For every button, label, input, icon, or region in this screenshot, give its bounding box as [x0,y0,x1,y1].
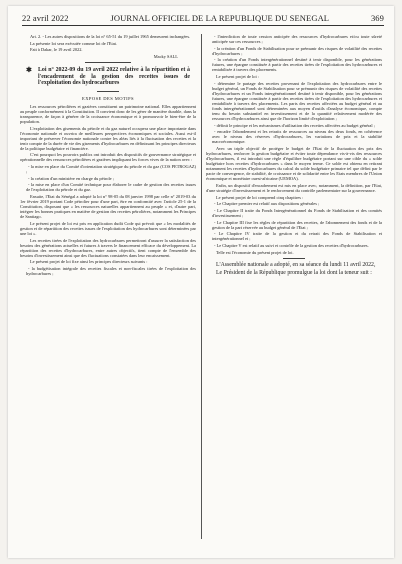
paragraph: Les recettes tirées de l'exploitation des hydrocarbures permettront d'assurer la satisfaction des besoins des générations actuelles et futures à travers le financement efficace du développement. La répartition des recettes d'hydrocarbures, entre autres objectifs, tient compte de l'ensemble des besoins d'investissement ainsi que des fluctuations constatées dans leur encaissement. [20,237,196,258]
list-item: - détermine le partage des recettes provenant de l'exploitation des hydrocarbures entre le budget général, un Fonds de Stabilisation pour se prémunir des risques de volatilité des recettes d'hydrocarbures et un Fonds intergénérationnel destiné à tenir disponible, pour les générations futures, une épargne constituée à partir des recettes tirées de l'exploitation des hydrocarbures et rentabilisée à travers des placements. Les parts des recettes affectées au budget général et au fonds intergénérationnel sont déterminées aux moyen d'outils d'analyse économique, compte tenu du besoin substantiel en investissement et de la quantité relativement modérée des ressources d'hydrocarbures ainsi que de l'horizon limité d'exploitation ; [212,80,382,122]
header-rule [22,25,384,26]
paragraph: Le présent projet de loi : [216,74,260,80]
list-item: - la création d'un Fonds de Stabilisation pour se prémunir des risques de volatilité des recettes d'hydrocarbures ; [212,45,382,56]
list-item: - la création d'un Fonds intergénérationnel destiné à tenir disponible, pour les générations futures, une épargne constituée à partir des recettes tirées de l'exploitation des hydrocarbures et rentabilisée à travers des placements. [212,57,382,73]
assembly-statement: L'Assemblée nationale a adopté, en sa séance du lundi 11 avril 2022, [216,261,376,268]
list-item: - la mise en place du Comité d'orientation stratégique du pétrole et du gaz (COS PETROGAZ) ; [26,164,197,175]
paragraph: Le présent projet de loi est pris en application dudit Code qui prévoit que « les modalités de gestion et de répartition des recettes issues de l'exploitation des hydrocarbures sont déterminées par une loi ». [20,220,196,237]
list-item: - Le Chapitre V est relatif au suivi et contrôle de la gestion des recettes d'hydrocarbures. [214,243,369,249]
signature: Macky SALL [153,53,178,59]
signing-place-date: Fait à Dakar, le 19 avril 2022. [30,47,83,53]
column-divider [201,34,202,539]
paragraph: Enfin, un dispositif d'encadrement est mis en place avec, notamment, la définition, par l'Etat, d'une stratégie d'investissement et le renforcement du contrôle parlementaire sur la gouvernance. [206,183,382,194]
page-header [22,12,384,24]
execution-clause: La présente loi sera exécutée comme loi de l'Etat. [30,40,117,46]
promulgation-statement: Le Président de la République promulgue la loi dont la teneur suit : [216,270,372,277]
list-item: - la mise en place d'un Comité technique pour élaborer le cadre de gestion des recettes issues de l'exploitation du pétrole et du gaz. [26,182,197,193]
paragraph: Le présent projet de loi fixe ainsi les principes directeurs suivants : [30,259,148,265]
header-date: 22 avril 2022 [22,13,69,23]
list-item: - Le Chapitre II traite du Fonds Intergénérationnel du Fonds de Stabilisation et des comités d'investissement ; [212,207,382,219]
list-item: - définit le principe et les mécanismes d'utilisation des recettes affectées au budget général ; [214,122,375,128]
right-column [206,34,382,278]
list-item: - l'interdiction de toute cession anticipée des ressources d'hydrocarbures et/ou toute sûreté anticipée sur ces ressources ; [212,34,383,45]
section-title: EXPOSE DES MOTIFS [82,95,134,101]
separator [283,258,305,259]
star-icon: ✱ [26,65,32,74]
separator [97,91,119,92]
paragraph: Ensuite, l'Etat du Sénégal a adopté la loi n° 98-05 du 08 janvier 1998 par celle n° 2019-03 du 1er février 2019 portant Code pétrolier pour d'une part, être en conformité avec l'article 25-1 de la Constitution, disposant que « les ressources naturelles appartiennent au peuple » et, d'autre part, intégrer les bonnes pratiques en matière de gestion des recettes pétrolières, notamment les Principes de Santiago. [20,194,196,220]
paragraph: L'exploitation des gisements du pétrole et du gaz naturel occupera une place importante dans l'économie nationale et ouvrira de meilleures perspectives économiques et sociales. Aussi est-il important de préserver l'économie nationale contre les aléas liés à la fluctuation des recettes et la tenir compte de la durée de vie des gisements d'hydrocarbures en définissant les principes directeurs de la politique budgétaire et financière. [20,125,196,151]
list-item: - la création d'un ministère en charge du pétrole ; [28,175,114,181]
list-item: - Le Chapitre premier est relatif aux dispositions générales ; [214,201,320,207]
list-item: - Le Chapitre III fixe les règles de répartition des recettes, de l'abonnement des fonds et de la gestion de la part réservée au budget général de l'Etat ; [212,219,382,230]
separator [85,62,131,63]
paragraph: Telle est l'économie du présent projet de loi. [216,249,294,255]
paragraph: Avec un triple objectif de protéger le budget de l'Etat de la fluctuation des prix des hydrocarbures, renforcer la gestion budgétaire et éviter toute dépendance vis-à-vis des ressources d'hydrocarbures, il est introduit une règle d'équilibre budgétaire portant sur une cible du « solde budgétaire hors recettes d'hydrocarbures » dans le moyen terme. Ce solde est obtenu en retirant notamment les recettes d'hydrocarbures du calcul du solde budgétaire primaire tel que défini par le pacte de convergence, de stabilité, de croissance et de solidarité entre les Etats membres de l'Union économique et monétaire ouest-africaine (UEMOA). [206,146,382,182]
list-item: - encadre l'abondement et les retraits de ressources au niveau des deux fonds, en cohérence avec le niveau des réserves d'hydrocarbures, les variations de prix et la stabilité macroéconomique. [212,129,382,145]
law-title: ✱ Loi n° 2022-09 du 19 avril 2022 relative à la répartition et à l'encadrement de la gestion des recettes issues de l'exploitation des hydrocarbures [26,65,190,87]
header-journal-title: JOURNAL OFFICIEL DE LA REPUBLIQUE DU SENEGAL [110,13,330,23]
paragraph: Les ressources pétrolières et gazières constituent un patrimoine national. Elles appartiennent au peuple conformément à la Constitution. Il convient donc de les gérer de manière durable, dans la transparence, de façon à générer de la croissance économique et à promouvoir le bien-être de la population. [20,103,196,124]
article-2: Art. 2. - Les autres dispositions de la loi n° 65-51 du 19 juillet 1965 demeurent inchangées. [30,34,191,39]
paragraph: Le présent projet de loi comprend cinq chapitres : [216,194,304,200]
list-item: - la budgétisation intégrale des recettes fiscales et non-fiscales tirées de l'exploitation des hydrocarbures ; [26,266,197,277]
paragraph: C'est pourquoi les pouvoirs publics ont introduit des dispositifs de gouvernance stratégique et opérationnelle des ressources pétrolières et gazières impliquant les forces vives de la nation avec : [20,152,196,163]
journal-page [8,6,394,558]
header-page-number: 369 [370,13,384,23]
left-column [20,34,196,278]
list-item: - Le Chapitre IV traite de la gestion et du retrait des Fonds de Stabilisation et intergénérationnel et ; [212,231,382,242]
